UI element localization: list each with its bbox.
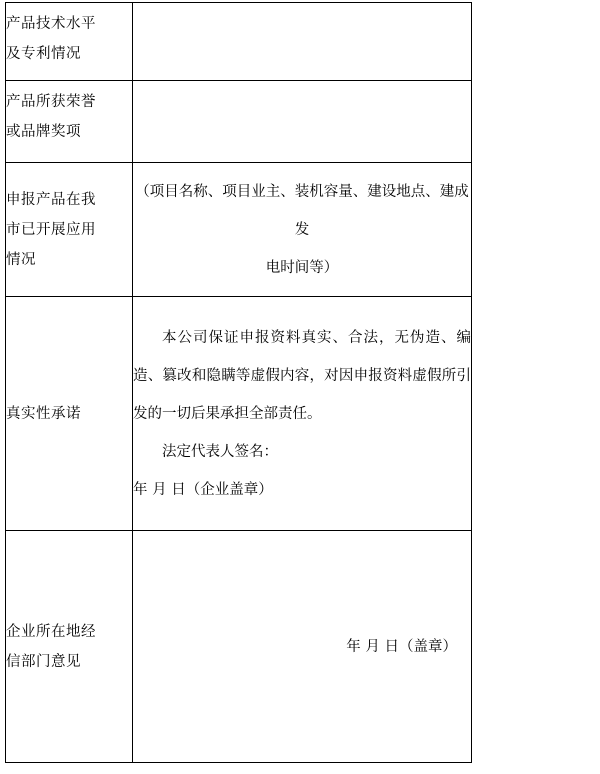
table-row	[6, 3, 472, 81]
row-value-local-authority-opinion[interactable]	[133, 531, 472, 763]
label-line: 企业所在地经	[6, 623, 96, 640]
row-label-honors	[6, 81, 133, 163]
application-form-table	[5, 2, 472, 763]
application-hint-line: 电时间等）	[265, 259, 339, 276]
table-row	[6, 531, 472, 763]
authority-seal-date-line: 年 月 日（盖章）	[346, 638, 457, 655]
label-line: 或品牌奖项	[6, 124, 81, 140]
label-line: 产品所获荣誉	[6, 94, 96, 110]
row-label-application	[6, 163, 133, 297]
table-row	[6, 81, 472, 163]
row-value-tech-level[interactable]	[133, 3, 472, 81]
label-line: 信部门意见	[6, 653, 81, 670]
form-page	[0, 2, 600, 774]
row-label-local-authority-opinion	[6, 531, 133, 763]
application-hint-line: （项目名称、项目业主、装机容量、建设地点、建成发	[135, 183, 469, 238]
company-seal-date-line: 年 月 日（企业盖章）	[133, 481, 273, 498]
label-line: 市已开展应用	[6, 221, 96, 238]
label-line: 及专利情况	[6, 46, 81, 62]
label-line: 申报产品在我	[6, 191, 96, 208]
row-label-tech-level	[6, 3, 133, 81]
table-row	[6, 163, 472, 297]
legal-representative-signature-label: 法定代表人签名：	[162, 443, 278, 460]
label-line: 产品技术水平	[6, 16, 96, 32]
row-value-honors[interactable]	[133, 81, 472, 163]
label-line: 情况	[6, 251, 36, 268]
row-value-authenticity-commitment[interactable]	[133, 297, 472, 531]
row-label-authenticity-commitment	[6, 297, 133, 531]
row-value-application[interactable]	[133, 163, 472, 297]
label-line: 真实性承诺	[6, 405, 81, 422]
commitment-paragraph: 本公司保证申报资料真实、合法，无伪造、编造、篡改和隐瞒等虚假内容，对因申报资料虚假所引发的一切后果承担全部责任。	[133, 329, 471, 422]
table-row	[6, 297, 472, 531]
